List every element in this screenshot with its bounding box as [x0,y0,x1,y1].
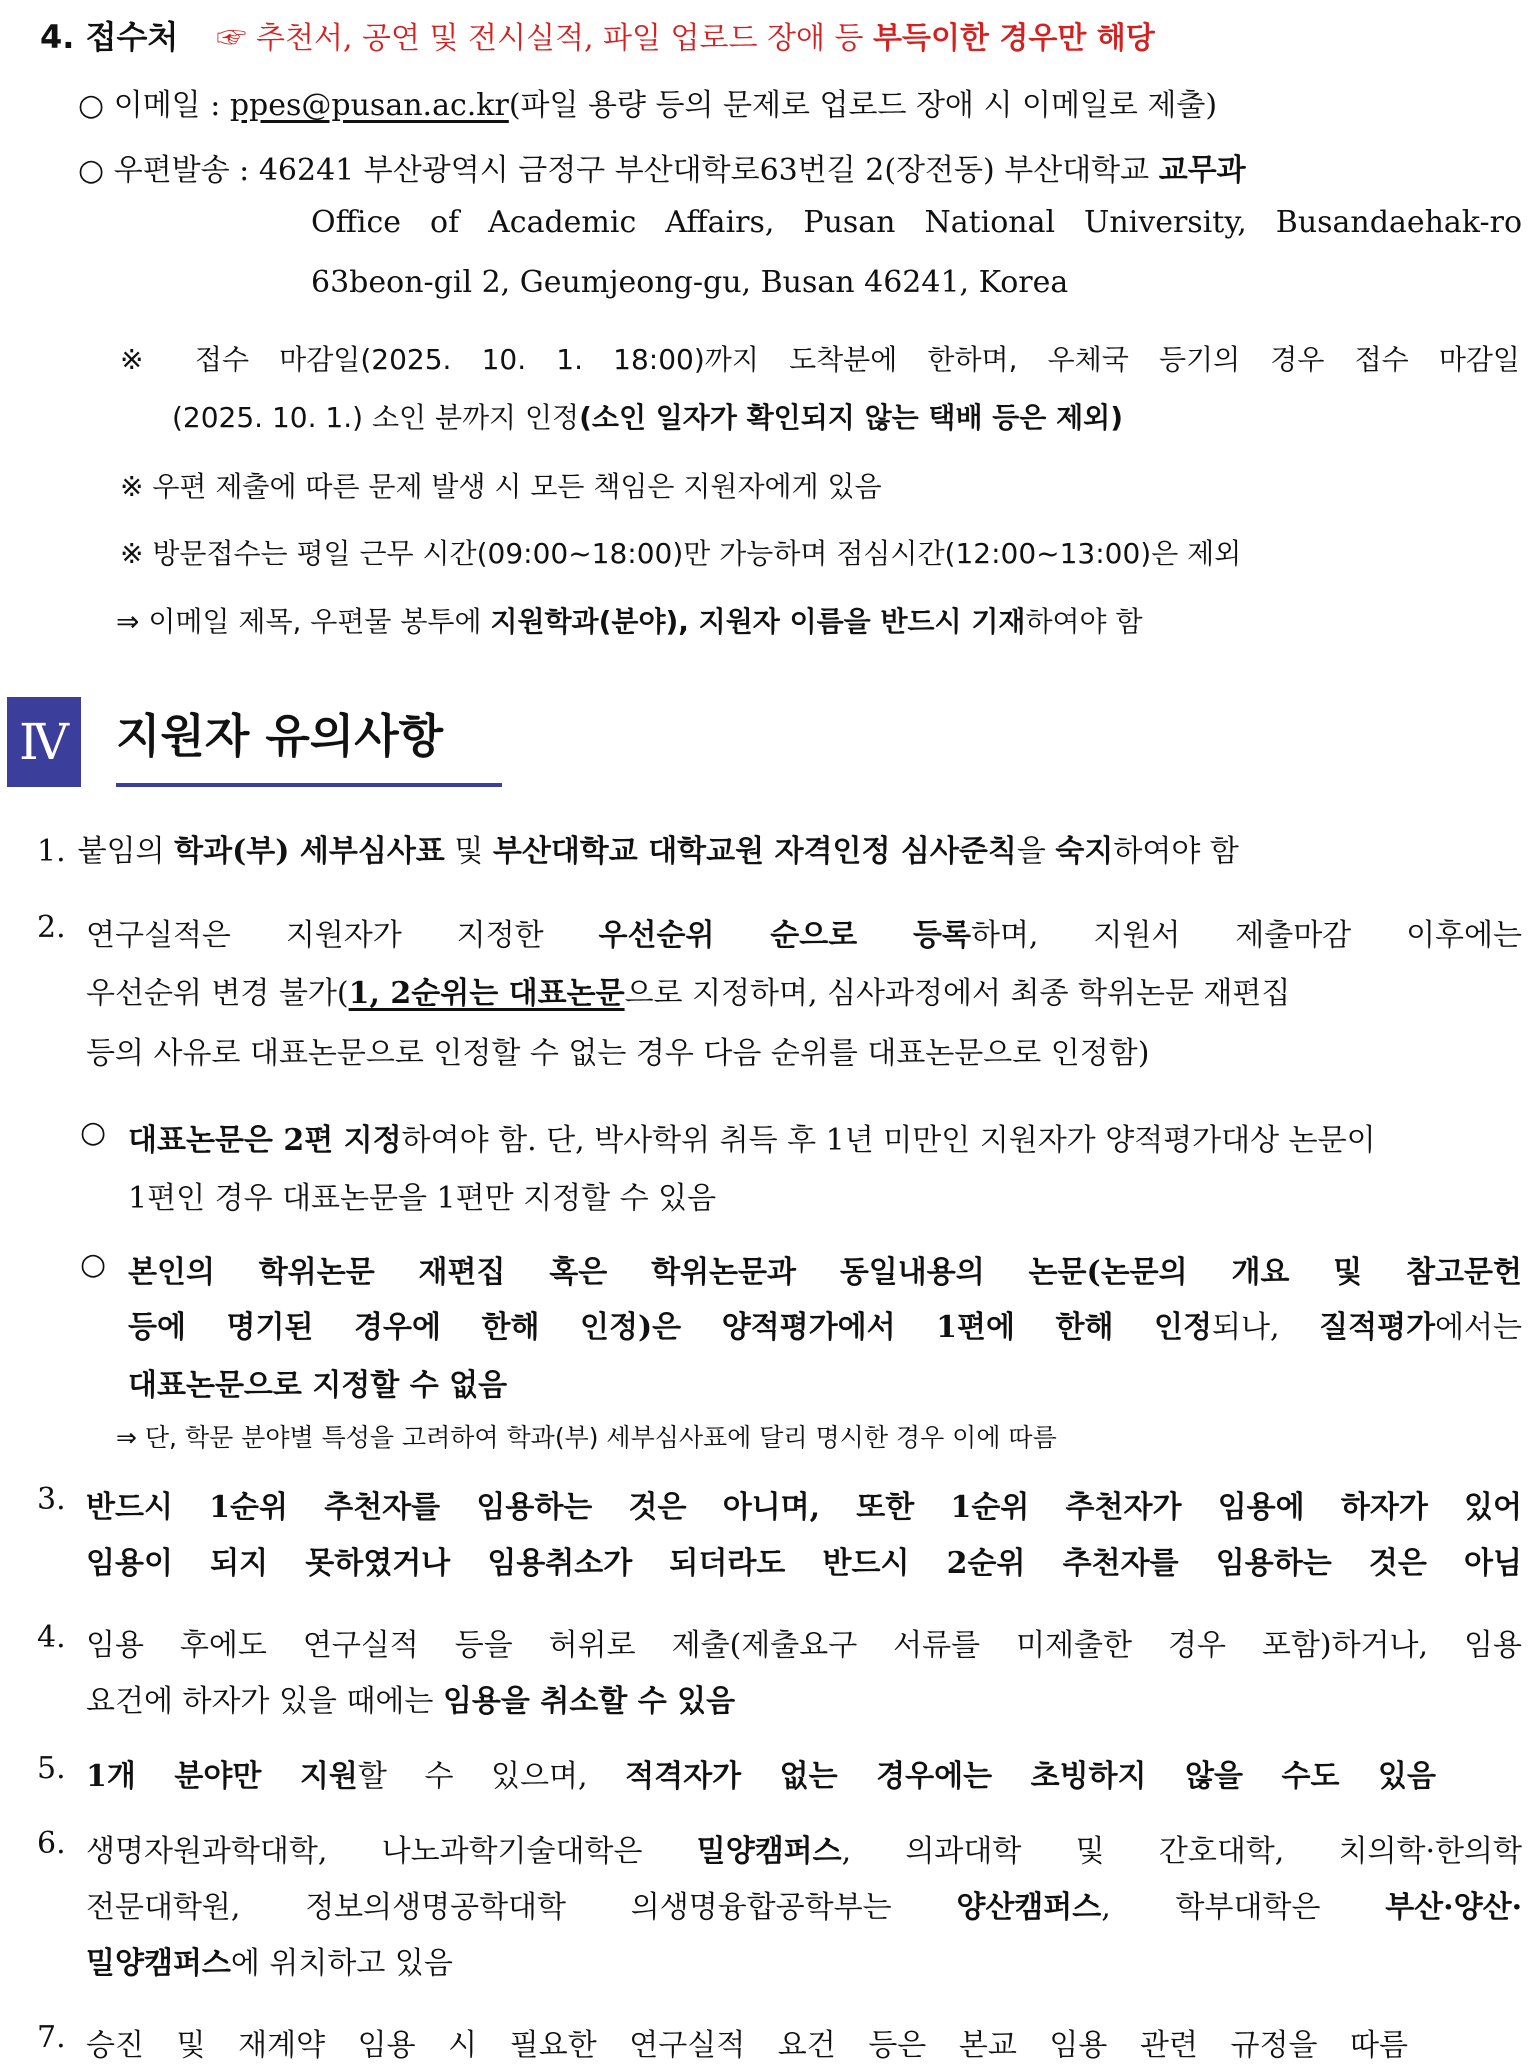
receipt-heading: 4. 접수처 [40,18,179,56]
item-3-number: 3. [37,1482,66,1517]
section-title: 지원자 유의사항 [116,709,444,763]
item-2-sub2-line2: 등에 명기된 경우에 한해 인정)은 양적평가에서 1편에 한해 인정되나, 질적평가에서는 [128,1310,1522,1345]
item-4-line1: 임용 후에도 연구실적 등을 허위로 제출(제출요구 서류를 미제출한 경우 포함)하거나, 임용 [86,1628,1522,1663]
item-5-number: 5. [37,1751,66,1786]
notice-deadline-line1: ※ 접수 마감일(2025. 10. 1. 18:00)까지 도착분에 한하며, 우체국 등기의 경우 접수 마감일 [120,343,1520,376]
email-line [78,80,1217,124]
item-2-sub2-line1: 본인의 학위논문 재편집 혹은 학위논문과 동일내용의 논문(논문의 개요 및 참고문헌 [128,1255,1522,1290]
notice-deadline-line2: (2025. 10. 1.) 소인 분까지 인정(소인 일자가 확인되지 않는 택배 등은 제외) [172,401,1123,434]
item-6-line2: 전문대학원, 정보의생명공학대학 의생명융합공학부는 양산캠퍼스, 학부대학은 부산·양산· [86,1890,1523,1925]
receipt-note: ☞ 추천서, 공연 및 전시실적, 파일 업로드 장애 등 부득이한 경우만 해당 [216,21,1155,56]
item-4-number: 4. [37,1620,66,1655]
post-label: ○ 우편발송 : [78,153,259,188]
item-1: 1. 붙임의 학과(부) 세부심사표 및 부산대학교 대학교원 자격인정 심사준칙을 숙지하여야 함 [37,834,1239,869]
item-6-line1: 생명자원과학대학, 나노과학기술대학은 밀양캠퍼스, 의과대학 및 간호대학, 치의학·한의학 [86,1834,1522,1869]
receipt-heading-line [40,12,1155,58]
section-number-box: Ⅳ [7,697,81,787]
item-2-sub1-line1: 대표논문은 2편 지정하여야 함. 단, 박사학위 취득 후 1년 미만인 지원자가 양적평가대상 논문이 [128,1123,1376,1158]
item-2-sub3-note: ⇒ 단, 학문 분야별 특성을 고려하여 학과(부) 세부심사표에 달리 명시한 경우 이에 따름 [116,1423,1057,1452]
post-address-en-1: Office of Academic Affairs, Pusan National University, Busandaehak-ro [311,205,1522,240]
email-note: (파일 용량 등의 문제로 업로드 장애 시 이메일로 제출) [508,88,1218,123]
item-4-line2: 요건에 하자가 있을 때에는 임용을 취소할 수 있음 [86,1684,736,1719]
item-7-line: 승진 및 재계약 임용 시 필요한 연구실적 요건 등은 본교 임용 관련 규정을 따름 [86,2028,1408,2063]
item-7-number: 7. [37,2020,66,2055]
post-office: 교무과 [1158,153,1246,188]
item-2-sub1-line2: 1편인 경우 대표논문을 1편만 지정할 수 있음 [128,1181,717,1216]
item-2-line3: 등의 사유로 대표논문으로 인정할 수 없는 경우 다음 순위를 대표논문으로 인정함) [86,1036,1150,1071]
item-2-sub2-line3: 대표논문으로 지정할 수 없음 [128,1368,508,1403]
item-2-sub2-bullet: ○ [80,1247,107,1282]
item-3-line2: 임용이 되지 못하였거나 임용취소가 되더라도 반드시 2순위 추천자를 임용하는 것은 아님 [86,1546,1522,1581]
item-5-line: 1개 분야만 지원할 수 있으며, 적격자가 없는 경우에는 초빙하지 않을 수도 있음 [86,1759,1436,1794]
item-2-line1: 연구실적은 지원자가 지정한 우선순위 순으로 등록하며, 지원서 제출마감 이후에는 [86,918,1522,953]
email-label: ○ 이메일 : [78,88,230,123]
notice-visit-hours: ※ 방문접수는 평일 근무 시간(09:00~18:00)만 가능하며 점심시간(12:00~13:00)은 제외 [120,537,1242,570]
item-6-number: 6. [37,1826,66,1861]
section-title-underline [116,783,502,787]
item-6-line3: 밀양캠퍼스에 위치하고 있음 [86,1946,453,1981]
post-address-ko: 46241 부산광역시 금정구 부산대학로63번길 2(장전동) 부산대학교 [258,153,1159,188]
notice-email-subject: ⇒ 이메일 제목, 우편물 봉투에 지원학과(분야), 지원자 이름을 반드시 기재하여야 함 [116,605,1143,638]
item-2-sub1-bullet: ○ [80,1115,107,1150]
email-link[interactable]: ppes@pusan.ac.kr [229,88,509,123]
post-line [78,145,1246,189]
notice-responsibility: ※ 우편 제출에 따른 문제 발생 시 모든 책임은 지원자에게 있음 [120,470,882,503]
item-2-line2: 우선순위 변경 불가(1, 2순위는 대표논문으로 지정하며, 심사과정에서 최종 학위논문 재편집 [86,976,1291,1011]
post-address-en-2: 63beon-gil 2, Geumjeong-gu, Busan 46241, Korea [311,265,1069,300]
item-2-number: 2. [37,910,66,945]
item-3-line1: 반드시 1순위 추천자를 임용하는 것은 아니며, 또한 1순위 추천자가 임용에 하자가 있어 [86,1490,1522,1525]
